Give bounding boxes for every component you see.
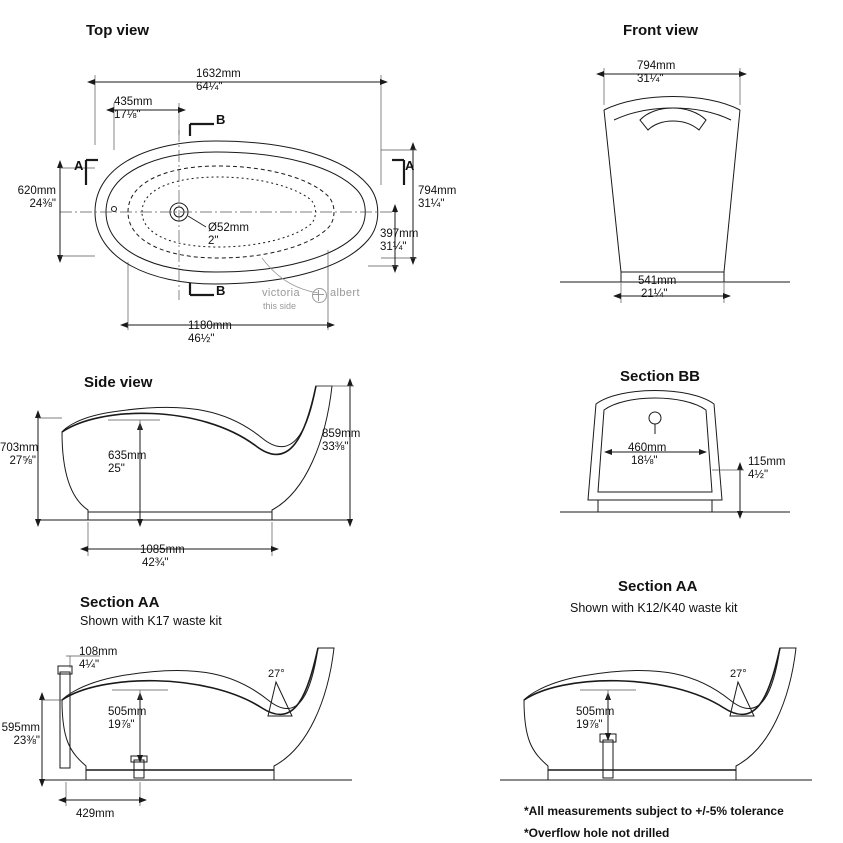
dim-aa-left-water-depth-in: 19⅞": [108, 719, 135, 731]
dim-top-offset-mm: 435mm: [114, 96, 153, 108]
dim-bb-inner-width-mm: 460mm: [628, 442, 667, 454]
dim-top-offset-in: 17⅛": [114, 109, 141, 121]
dim-top-overall-width-mm: 794mm: [418, 185, 457, 197]
dim-aa-left-waste-offset-mm: 429mm: [76, 808, 115, 820]
dim-aa-left-overflow-mm: 108mm: [79, 646, 118, 658]
section-mark-a-left: A: [74, 158, 84, 173]
dim-bb-inner-width-in: 18⅛": [631, 455, 658, 467]
section-mark-b-top: B: [216, 112, 226, 127]
dim-top-left-width-mm: 620mm: [17, 185, 56, 197]
dim-top-overall-length-in: 64¼": [196, 81, 223, 93]
dim-top-overall-length-mm: 1632mm: [196, 68, 241, 80]
dim-waste-hole-mm: Ø52mm: [208, 222, 249, 234]
dim-side-back-height-in: 33⅜": [322, 441, 349, 453]
section-aa-right-title: Section AA: [618, 578, 698, 595]
dim-side-front-height-mm: 703mm: [0, 442, 39, 454]
dim-bb-base-gap-in: 4½": [748, 469, 769, 481]
angle-aa-left: 27°: [268, 668, 285, 680]
section-aa-left-title: Section AA: [80, 594, 160, 611]
angle-aa-right: 27°: [730, 668, 747, 680]
section-bb-title: Section BB: [620, 368, 701, 385]
dim-top-overall-width-in: 31¼": [418, 198, 445, 210]
dim-side-front-height-in: 27⅝": [9, 455, 36, 467]
dim-side-back-height-mm: 859mm: [322, 428, 361, 440]
side-view-title: Side view: [84, 374, 153, 391]
brand-logo-icon: [312, 288, 327, 303]
section-mark-a-right: A: [405, 158, 415, 173]
dim-side-mid-height-mm: 635mm: [108, 450, 147, 462]
dim-side-base-length-mm: 1085mm: [140, 544, 185, 556]
section-aa-left-subtitle: Shown with K17 waste kit: [80, 614, 222, 628]
brand-name-right: albert: [330, 287, 360, 299]
dim-front-base-width-mm: 541mm: [638, 275, 677, 287]
dim-aa-left-total-height-mm: 595mm: [1, 722, 40, 734]
dim-top-base-length-in: 46½": [188, 333, 215, 345]
footnote-tolerance: *All measurements subject to +/-5% tolerance: [524, 804, 784, 818]
dim-top-left-width-in: 24⅜": [29, 198, 56, 210]
brand-name-left: victoria: [262, 287, 301, 299]
dim-side-base-length-in: 42¾": [142, 557, 169, 569]
top-view-title: Top view: [86, 22, 150, 39]
dim-waste-hole-in: 2": [208, 235, 219, 247]
dim-bb-base-gap-mm: 115mm: [748, 456, 786, 468]
dim-aa-left-total-height-in: 23⅜": [13, 735, 40, 747]
dim-aa-right-water-depth-in: 19⅞": [576, 719, 603, 731]
dim-aa-right-water-depth-mm: 505mm: [576, 706, 615, 718]
dim-front-top-width-in: 31¼": [637, 73, 664, 85]
dim-front-base-width-in: 21¼": [641, 288, 668, 300]
dim-top-base-length-mm: 1180mm: [188, 320, 232, 332]
section-aa-right-subtitle: Shown with K12/K40 waste kit: [570, 601, 738, 615]
dim-top-inner-width-mm: 397mm: [380, 228, 419, 240]
dim-top-inner-width-in: 31¼": [380, 241, 407, 253]
dim-front-top-width-mm: 794mm: [637, 60, 676, 72]
brand-caption: this side: [263, 301, 297, 311]
dim-aa-left-water-depth-mm: 505mm: [108, 706, 147, 718]
dim-aa-left-overflow-in: 4¼": [79, 659, 100, 671]
footnote-overflow: *Overflow hole not drilled: [524, 826, 670, 840]
front-view-title: Front view: [623, 22, 699, 39]
section-mark-b-bottom: B: [216, 283, 226, 298]
dim-side-mid-height-in: 25": [108, 463, 125, 475]
